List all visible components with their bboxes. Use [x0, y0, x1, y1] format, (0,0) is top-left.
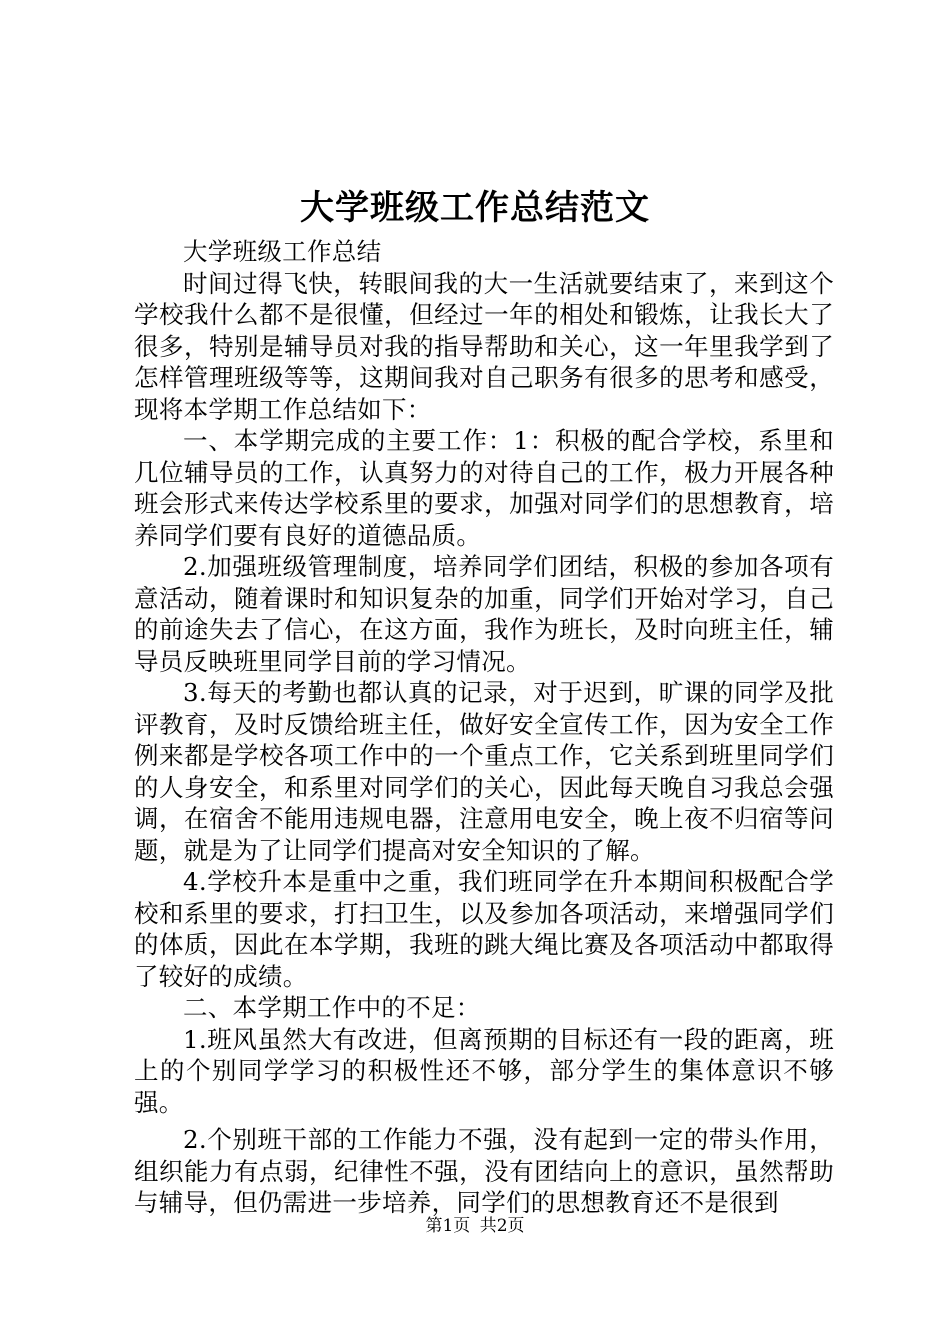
- paragraph-intro: 时间过得飞快，转眼间我的大一生活就要结束了，来到这个学校我什么都不是很懂，但经过一年的相处和锻炼，让我长大了很多，特别是辅导员对我的指导帮助和关心，这一年里我学到了怎样管理班级等等，这期间我对自己职务有很多的思考和感受，现将本学期工作总结如下：: [134, 268, 834, 424]
- paragraph-section-1-item-1: 一、本学期完成的主要工作：1：积极的配合学校，系里和几位辅导员的工作，认真努力的对待自己的工作，极力开展各种班会形式来传达学校系里的要求，加强对同学们的思想教育，培养同学们要有良好的道德品质。: [134, 426, 834, 550]
- paragraph-section-1-item-4: 4.学校升本是重中之重，我们班同学在升本期间积极配合学校和系里的要求，打扫卫生，以及参加各项活动，来增强同学们的体质，因此在本学期，我班的跳大绳比赛及各项活动中都取得了较好的成绩。: [134, 867, 834, 991]
- page-footer: [0, 1214, 950, 1238]
- page-number-current: 第1页: [425, 1216, 471, 1236]
- paragraph-subtitle: 大学班级工作总结: [183, 237, 382, 266]
- paragraph-section-2-item-2: 2.个别班干部的工作能力不强，没有起到一定的带头作用，组织能力有点弱，纪律性不强，没有团结向上的意识，虽然帮助与辅导，但仍需进一步培养，同学们的思想教育还不是很到: [134, 1125, 834, 1217]
- document-title: 大学班级工作总结范文: [300, 188, 650, 228]
- paragraph-section-2-heading: 二、本学期工作中的不足：: [183, 993, 481, 1022]
- document-body: [134, 236, 834, 1219]
- paragraph-section-2-item-1: 1.班风虽然大有改进，但离预期的目标还有一段的距离，班上的个别同学学习的积极性还不够，部分学生的集体意识不够强。: [134, 1024, 834, 1117]
- page-number-total: 共2页: [479, 1216, 525, 1236]
- paragraph-section-1-item-3: 3.每天的考勤也都认真的记录，对于迟到，旷课的同学及批评教育，及时反馈给班主任，做好安全宣传工作，因为安全工作例来都是学校各项工作中的一个重点工作，它关系到班里同学们的人身安全，和系里对同学们的关心，因此每天晚自习我总会强调，在宿舍不能用违规电器，注意用电安全，晚上夜不归宿等问题，就是为了让同学们提高对安全知识的了解。: [134, 678, 834, 865]
- paragraph-section-1-item-2: 2.加强班级管理制度，培养同学们团结，积极的参加各项有意活动，随着课时和知识复杂的加重，同学们开始对学习，自己的前途失去了信心，在这方面，我作为班长，及时向班主任，辅导员反映班里同学目前的学习情况。: [134, 552, 834, 676]
